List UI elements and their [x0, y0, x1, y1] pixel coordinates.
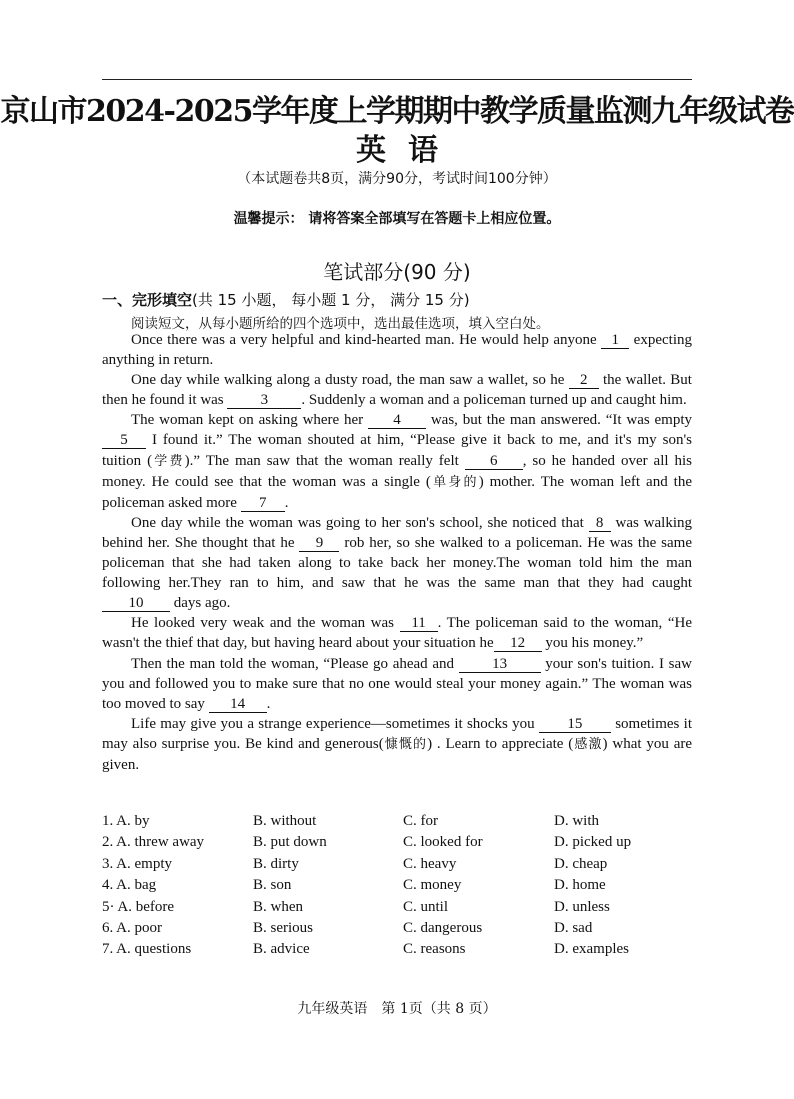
- blank-11[interactable]: 11: [400, 616, 438, 632]
- blank-13[interactable]: 13: [459, 657, 541, 673]
- option-6b[interactable]: B. serious: [253, 919, 313, 936]
- option-7a[interactable]: 7. A. questions: [102, 941, 192, 958]
- paragraph-7: Life may give you a strange experience—sometimes it shocks you 15 sometimes it may also surprise you. Be kind and generous(慷慨的) . Learn to appreciate (感激) what you are given.: [102, 715, 693, 773]
- option-7d[interactable]: D. examples: [554, 941, 629, 958]
- option-4b[interactable]: B. son: [253, 877, 292, 894]
- question-1-options: [102, 813, 702, 834]
- option-7c[interactable]: C. reasons: [403, 941, 466, 958]
- blank-15[interactable]: 15: [539, 717, 611, 733]
- option-4d[interactable]: D. home: [554, 877, 606, 894]
- blank-2[interactable]: 2: [569, 373, 599, 389]
- part-instruction: 阅读短文，从每小题所给的四个选项中，选出最佳选项，填入空白处。: [131, 316, 550, 332]
- question-6-options: [102, 920, 702, 941]
- option-5d[interactable]: D. unless: [554, 898, 610, 915]
- cloze-passage: [102, 330, 692, 775]
- option-5c[interactable]: C. until: [403, 898, 449, 915]
- blank-10[interactable]: 10: [102, 596, 170, 612]
- blank-4[interactable]: 4: [368, 413, 426, 429]
- paragraph-3: The woman kept on asking where her 4 was, but the man answered. “It was empty 5 I found it.” The woman shouted at him, “Please give it back to me, and it's my son's tuition (学费).” The man saw that the woman really felt 6 , so he handed over all his money. He could see that the woman was a single (单身的) mother. The woman left and the policeman asked more 7 .: [102, 412, 692, 511]
- part-heading: [102, 289, 470, 310]
- exam-title: 京山市2024-2025学年度上学期期中教学质量监测九年级试卷: [0, 94, 794, 129]
- part-heading-note: (共 15 小题， 每小题 1 分， 满分 15 分): [192, 291, 470, 309]
- question-7-options: [102, 941, 702, 962]
- warm-tip: 温馨提示： 请将答案全部填写在答题卡上相应位置。: [233, 211, 561, 227]
- answer-options: [102, 813, 702, 963]
- blank-9[interactable]: 9: [299, 536, 339, 552]
- option-4c[interactable]: C. money: [403, 877, 462, 894]
- option-3c[interactable]: C. heavy: [403, 855, 457, 872]
- blank-8[interactable]: 8: [589, 516, 611, 532]
- option-5a[interactable]: 5· A. before: [102, 898, 175, 915]
- option-6a[interactable]: 6. A. poor: [102, 919, 162, 936]
- blank-5[interactable]: 5: [102, 433, 146, 449]
- option-2a[interactable]: 2. A. threw away: [102, 834, 205, 851]
- option-1c[interactable]: C. for: [403, 813, 438, 829]
- top-rule: [102, 79, 692, 80]
- option-2d[interactable]: D. picked up: [554, 834, 632, 851]
- option-7b[interactable]: B. advice: [253, 941, 310, 958]
- page-footer: 九年级英语 第 1页（共 8 页）: [297, 1001, 497, 1017]
- question-4-options: [102, 877, 702, 898]
- option-2c[interactable]: C. looked for: [403, 834, 483, 851]
- paragraph-6: Then the man told the woman, “Please go ahead and 13 your son's tuition. I saw you and followed you to make sure that no one would steal your money again.” The woman was too moved to say 14 .: [102, 655, 692, 712]
- blank-7[interactable]: 7: [241, 496, 285, 512]
- paragraph-4: One day while the woman was going to her son's school, she noticed that 8 was walking behind her. She thought that he 9 rob her, so she walked to a policeman. He was the same policeman that she had taken along to take back her money.The woman told him the man following her.They ran to him, and saw that he was the same man that they had caught 10 days ago.: [102, 514, 692, 612]
- exam-info: （本试题卷共8页，满分90分，考试时间100分钟）: [237, 171, 557, 187]
- option-1a[interactable]: 1. A. by: [102, 813, 150, 829]
- blank-1[interactable]: 1: [601, 333, 629, 349]
- blank-14[interactable]: 14: [209, 697, 267, 713]
- blank-6[interactable]: 6: [465, 454, 523, 470]
- question-5-options: [102, 899, 702, 920]
- option-3b[interactable]: B. dirty: [253, 855, 299, 872]
- part-heading-title: 一、完形填空: [102, 291, 193, 309]
- paragraph-5: He looked very weak and the woman was 11 . The policeman said to the woman, “He wasn't the thief that day, but having heard about your situation he 12 you his money.”: [102, 615, 692, 652]
- option-6d[interactable]: D. sad: [554, 919, 593, 936]
- option-1d[interactable]: D. with: [554, 813, 599, 829]
- blank-3[interactable]: 3: [227, 393, 301, 409]
- option-5b[interactable]: B. when: [253, 898, 303, 915]
- question-2-options: [102, 834, 702, 855]
- subject-title: 英语: [356, 133, 460, 168]
- option-3a[interactable]: 3. A. empty: [102, 855, 172, 872]
- option-4a[interactable]: 4. A. bag: [102, 877, 157, 894]
- blank-12[interactable]: 12: [494, 636, 542, 652]
- paragraph-1: Once there was a very helpful and kind-hearted man. He would help anyone 1 expecting anything in return.: [102, 332, 692, 369]
- question-3-options: [102, 856, 702, 877]
- option-1b[interactable]: B. without: [253, 813, 317, 829]
- option-6c[interactable]: C. dangerous: [403, 919, 483, 936]
- paragraph-2: One day while walking along a dusty road, the man saw a wallet, so he 2 the wallet. But then he found it was 3 . Suddenly a woman and a policeman turned up and caught him.: [102, 372, 692, 409]
- option-3d[interactable]: D. cheap: [554, 855, 608, 872]
- section-title: 笔试部分(90 分): [323, 260, 471, 284]
- option-2b[interactable]: B. put down: [253, 834, 327, 851]
